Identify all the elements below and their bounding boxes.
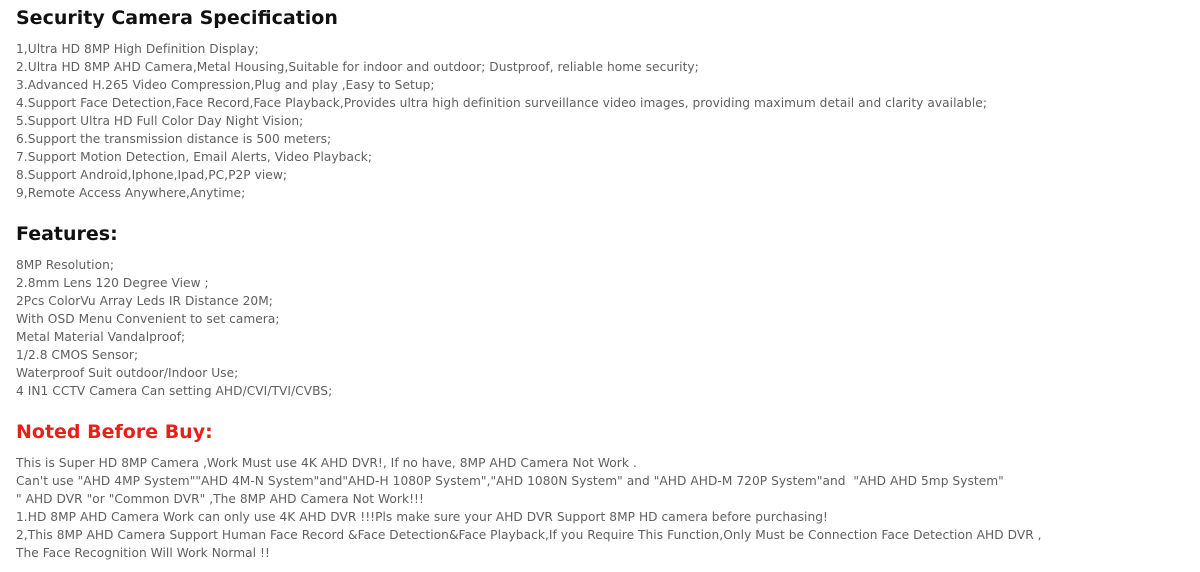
spec-heading: Security Camera Specification: [16, 7, 338, 29]
spec-item: 6.Support the transmission distance is 500 meters;: [16, 132, 332, 146]
feature-item: Waterproof Suit outdoor/Indoor Use;: [16, 366, 239, 380]
feature-item: 2Pcs ColorVu Array Leds IR Distance 20M;: [16, 294, 273, 308]
noted-line: 1.HD 8MP AHD Camera Work can only use 4K AHD DVR !!!Pls make sure your AHD DVR Support 8MP HD camera before purchasing!: [16, 510, 828, 524]
noted-line: 2,This 8MP AHD Camera Support Human Face Record &Face Detection&Face Playback,If you Require This Function,Only Must be Connection Face Detection AHD DVR ,: [16, 528, 1042, 542]
feature-item: 4 IN1 CCTV Camera Can setting AHD/CVI/TVI/CVBS;: [16, 384, 333, 398]
spec-item: 8.Support Android,Iphone,Ipad,PC,P2P view;: [16, 168, 288, 182]
spec-item: 2.Ultra HD 8MP AHD Camera,Metal Housing,Suitable for indoor and outdoor; Dustproof, reliable home security;: [16, 60, 699, 74]
feature-item: With OSD Menu Convenient to set camera;: [16, 312, 280, 326]
noted-line: This is Super HD 8MP Camera ,Work Must use 4K AHD DVR!, If no have, 8MP AHD Camera Not Work .: [16, 456, 637, 470]
noted-line: " AHD DVR "or "Common DVR" ,The 8MP AHD Camera Not Work!!!: [16, 492, 424, 506]
feature-item: Metal Material Vandalproof;: [16, 330, 186, 344]
spec-item: 7.Support Motion Detection, Email Alerts, Video Playback;: [16, 150, 372, 164]
spec-item: 4.Support Face Detection,Face Record,Face Playback,Provides ultra high definition surveillance video images, providing maximum detail and clarity available;: [16, 96, 987, 110]
feature-item: 8MP Resolution;: [16, 258, 115, 272]
spec-item: 3.Advanced H.265 Video Compression,Plug and play ,Easy to Setup;: [16, 78, 435, 92]
spec-item: 1,Ultra HD 8MP High Definition Display;: [16, 42, 259, 56]
feature-item: 1/2.8 CMOS Sensor;: [16, 348, 139, 362]
noted-line: The Face Recognition Will Work Normal !!: [16, 546, 270, 560]
spec-item: 9,Remote Access Anywhere,Anytime;: [16, 186, 246, 200]
noted-line: Can't use "AHD 4MP System""AHD 4M-N System"and"AHD-H 1080P System","AHD 1080N System" and "AHD AHD-M 720P System"and "AHD AHD 5mp System": [16, 474, 1004, 488]
noted-before-buy-heading: Noted Before Buy:: [16, 421, 213, 443]
features-heading: Features:: [16, 223, 118, 245]
feature-item: 2.8mm Lens 120 Degree View ;: [16, 276, 209, 290]
spec-item: 5.Support Ultra HD Full Color Day Night Vision;: [16, 114, 304, 128]
